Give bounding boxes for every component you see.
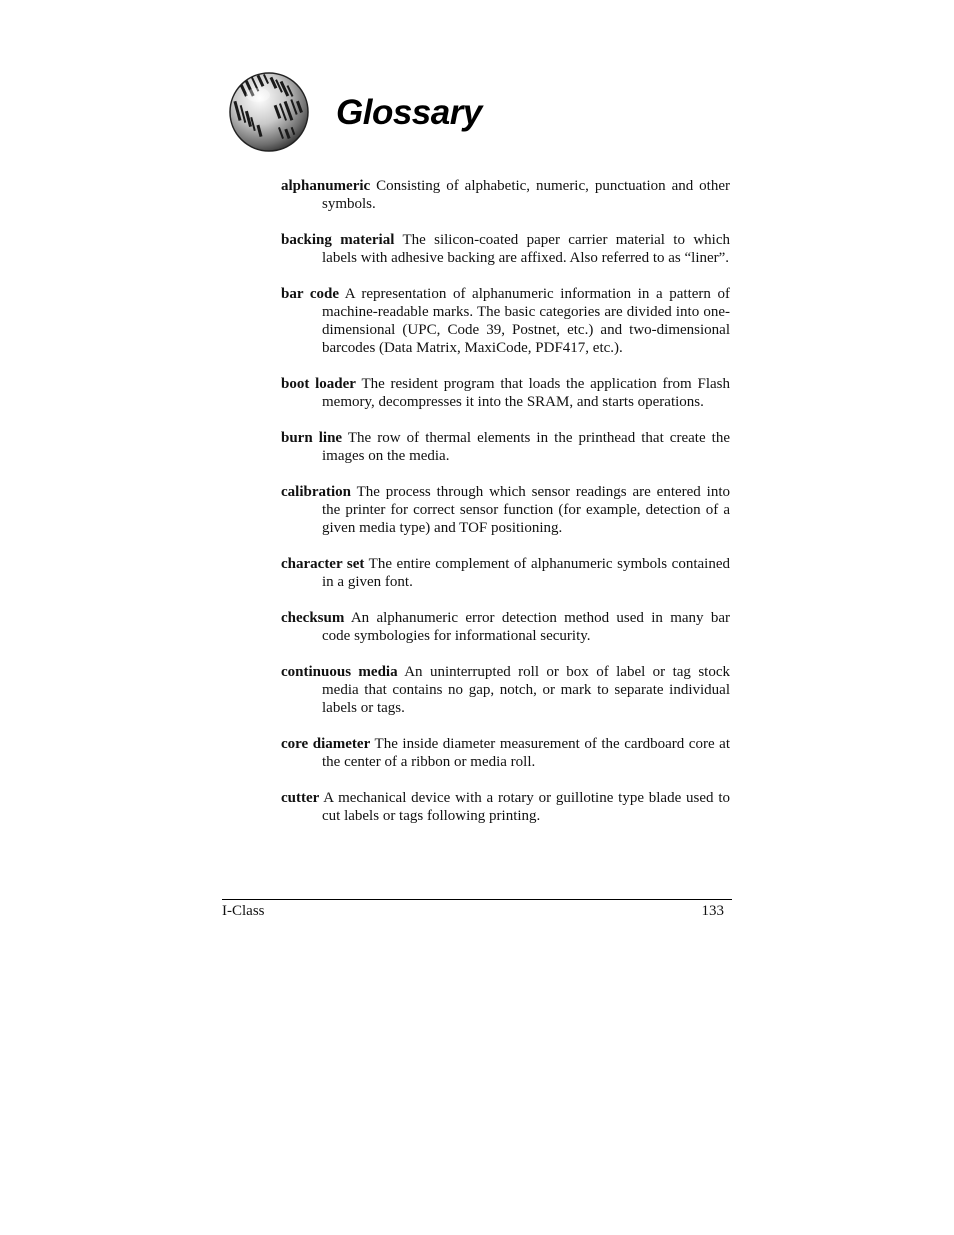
glossary-entry-backing-material [281,231,730,267]
glossary-term: character set [281,556,365,572]
glossary-entry-burn-line [281,429,730,465]
glossary-term: continuous media [281,664,398,680]
glossary-definition: An uninterrupted roll or box of label or tag stock media that contains no gap, notch, or mark to separate individual labels or tags. [322,664,730,716]
glossary-entry-checksum [281,609,730,645]
globe-icon [228,71,310,153]
glossary-term: cutter [281,790,320,806]
glossary-definition: The resident program that loads the application from Flash memory, decompresses it into the SRAM, and starts operations. [322,376,730,410]
glossary-term: core diameter [281,736,371,752]
glossary-entry-core-diameter [281,735,730,771]
glossary-entry-cutter [281,789,730,825]
glossary-definition: A mechanical device with a rotary or guillotine type blade used to cut labels or tags following printing. [322,790,730,824]
glossary-entry-character-set [281,555,730,591]
glossary-term: burn line [281,430,343,446]
glossary-term: bar code [281,286,339,302]
footer-divider [222,899,732,900]
glossary-entry-continuous-media [281,663,730,717]
glossary-term: checksum [281,610,345,626]
glossary-definition: A representation of alphanumeric information in a pattern of machine-readable marks. The basic categories are divided into one-dimensional (UPC, Code 39, Postnet, etc.) and two-dimensional barcodes (Data Matrix, MaxiCode, PDF417, etc.). [322,286,730,356]
page-title: Glossary [336,93,482,132]
glossary-definition: The inside diameter measurement of the cardboard core at the center of a ribbon or media roll. [322,736,730,770]
glossary-list [281,177,730,843]
footer-page-number: 133 [701,903,724,919]
glossary-entry-calibration [281,483,730,537]
glossary-definition: The row of thermal elements in the printhead that create the images on the media. [322,430,730,464]
glossary-definition: The process through which sensor readings are entered into the printer for correct sensor function (for example, detection of a given media type) and TOF positioning. [322,484,730,536]
glossary-entry-alphanumeric [281,177,730,213]
glossary-definition: The silicon-coated paper carrier material to which labels with adhesive backing are affixed. Also referred to as “liner”. [322,232,730,266]
glossary-term: alphanumeric [281,178,371,194]
glossary-entry-bar-code [281,285,730,357]
footer-product-name: I-Class [222,903,265,919]
glossary-definition: Consisting of alphabetic, numeric, punctuation and other symbols. [322,178,730,212]
glossary-entry-boot-loader [281,375,730,411]
glossary-term: calibration [281,484,351,500]
glossary-term: boot loader [281,376,356,392]
glossary-definition: The entire complement of alphanumeric symbols contained in a given font. [322,556,730,590]
glossary-term: backing material [281,232,395,248]
glossary-definition: An alphanumeric error detection method used in many bar code symbologies for informational security. [322,610,730,644]
